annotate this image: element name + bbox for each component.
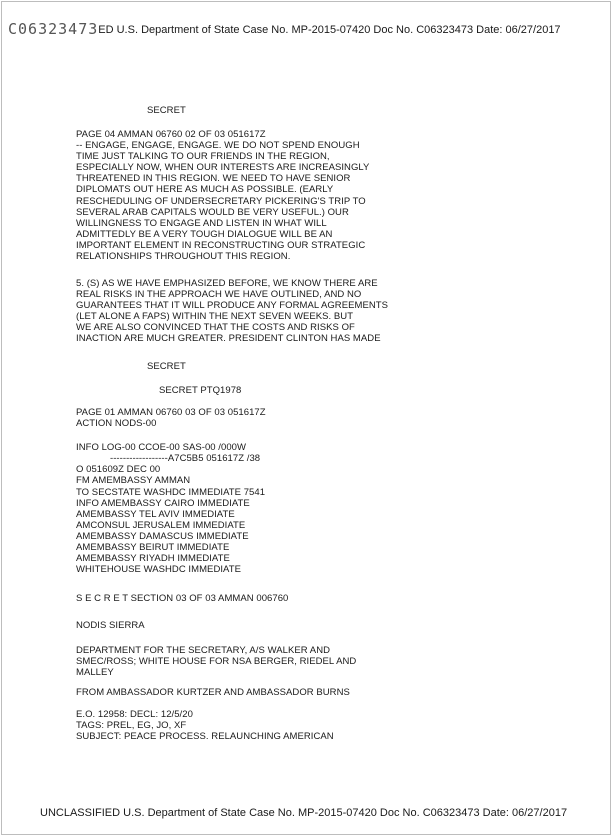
text-line: DIPLOMATS OUT HERE AS MUCH AS POSSIBLE. (EARLY: [76, 184, 334, 195]
text-line: S E C R E T SECTION 03 OF 03 AMMAN 006760: [76, 593, 289, 604]
text-line: MALLEY: [76, 667, 114, 678]
text-line: GUARANTEES THAT IT WILL PRODUCE ANY FORMAL AGREEMENTS: [76, 300, 388, 311]
text-line: AMEMBASSY RIYADH IMMEDIATE: [76, 553, 230, 564]
header-text: ED U.S. Department of State Case No. MP-2015-07420 Doc No. C06323473 Date: 06/27/2017: [98, 24, 561, 36]
text-line: IMPORTANT ELEMENT IN RECONSTRUCTING OUR STRATEGIC: [76, 240, 366, 251]
text-line: TIME JUST TALKING TO OUR FRIENDS IN THE REGION,: [76, 151, 330, 162]
text-line: AMEMBASSY BEIRUT IMMEDIATE: [76, 542, 230, 553]
text-line: -- ENGAGE, ENGAGE, ENGAGE. WE DO NOT SPEND ENOUGH: [76, 140, 360, 151]
text-line: SEVERAL ARAB CAPITALS WOULD BE VERY USEFUL.) OUR: [76, 207, 349, 218]
text-line: FROM AMBASSADOR KURTZER AND AMBASSADOR BURNS: [76, 687, 350, 698]
text-line: ADMITTEDLY BE A VERY TOUGH DIALOGUE WILL BE AN: [76, 229, 333, 240]
text-line: 5. (S) AS WE HAVE EMPHASIZED BEFORE, WE KNOW THERE ARE: [76, 278, 378, 289]
text-line: AMEMBASSY TEL AVIV IMMEDIATE: [76, 509, 235, 520]
text-line: AMEMBASSY DAMASCUS IMMEDIATE: [76, 531, 249, 542]
document-header: [8, 22, 561, 37]
text-line: INACTION ARE MUCH GREATER. PRESIDENT CLINTON HAS MADE: [76, 333, 381, 344]
text-line: SUBJECT: PEACE PROCESS. RELAUNCHING AMERICAN: [76, 731, 334, 742]
page-line: PAGE 04 AMMAN 06760 02 OF 03 051617Z: [76, 129, 266, 140]
text-line: TAGS: PREL, EG, JO, XF: [76, 720, 187, 731]
text-line: WHITEHOUSE WASHDC IMMEDIATE: [76, 564, 241, 575]
text-line: TO SECSTATE WASHDC IMMEDIATE 7541: [76, 487, 266, 498]
page-line: PAGE 01 AMMAN 06760 03 OF 03 051617Z: [76, 407, 266, 418]
text-line: REAL RISKS IN THE APPROACH WE HAVE OUTLINED, AND NO: [76, 289, 362, 300]
text-line: O 051609Z DEC 00: [76, 464, 161, 475]
text-line: AMCONSUL JERUSALEM IMMEDIATE: [76, 520, 246, 531]
text-line: DEPARTMENT FOR THE SECRETARY, A/S WALKER AND: [76, 645, 331, 656]
text-line: (LET ALONE A FAPS) WITHIN THE NEXT SEVEN WEEKS. BUT: [76, 311, 354, 322]
text-line: RELATIONSHIPS THROUGHOUT THIS REGION.: [76, 251, 291, 262]
document-footer: UNCLASSIFIED U.S. Department of State Case No. MP-2015-07420 Doc No. C06323473 Date: 06/27/2017: [40, 807, 568, 819]
text-line: WILLINGNESS TO ENGAGE AND LISTEN IN WHAT WILL: [76, 218, 327, 229]
text-line: INFO LOG-00 CCOE-00 SAS-00 /000W: [76, 442, 247, 453]
classification-marking: SECRET: [147, 361, 186, 372]
document-id-stamp: C06323473: [8, 20, 99, 38]
text-line: WE ARE ALSO CONVINCED THAT THE COSTS AND RISKS OF: [76, 322, 355, 333]
text-line: ACTION NODS-00: [76, 418, 157, 429]
text-line: SMEC/ROSS; WHITE HOUSE FOR NSA BERGER, RIEDEL AND: [76, 656, 357, 667]
text-line: ------------------A7C5B5 051617Z /38: [110, 453, 261, 464]
text-line: INFO AMEMBASSY CAIRO IMMEDIATE: [76, 498, 250, 509]
classification-marking: SECRET PTQ1978: [159, 385, 242, 396]
text-line: FM AMEMBASSY AMMAN: [76, 475, 191, 486]
text-line: ESPECIALLY NOW, WHEN OUR INTERESTS ARE INCREASINGLY: [76, 162, 370, 173]
text-line: RESCHEDULING OF UNDERSECRETARY PICKERING'S TRIP TO: [76, 196, 366, 207]
text-line: THREATENED IN THIS REGION. WE NEED TO HAVE SENIOR: [76, 173, 351, 184]
text-line: NODIS SIERRA: [76, 620, 145, 631]
classification-marking: SECRET: [147, 105, 186, 116]
text-line: E.O. 12958: DECL: 12/5/20: [76, 709, 193, 720]
